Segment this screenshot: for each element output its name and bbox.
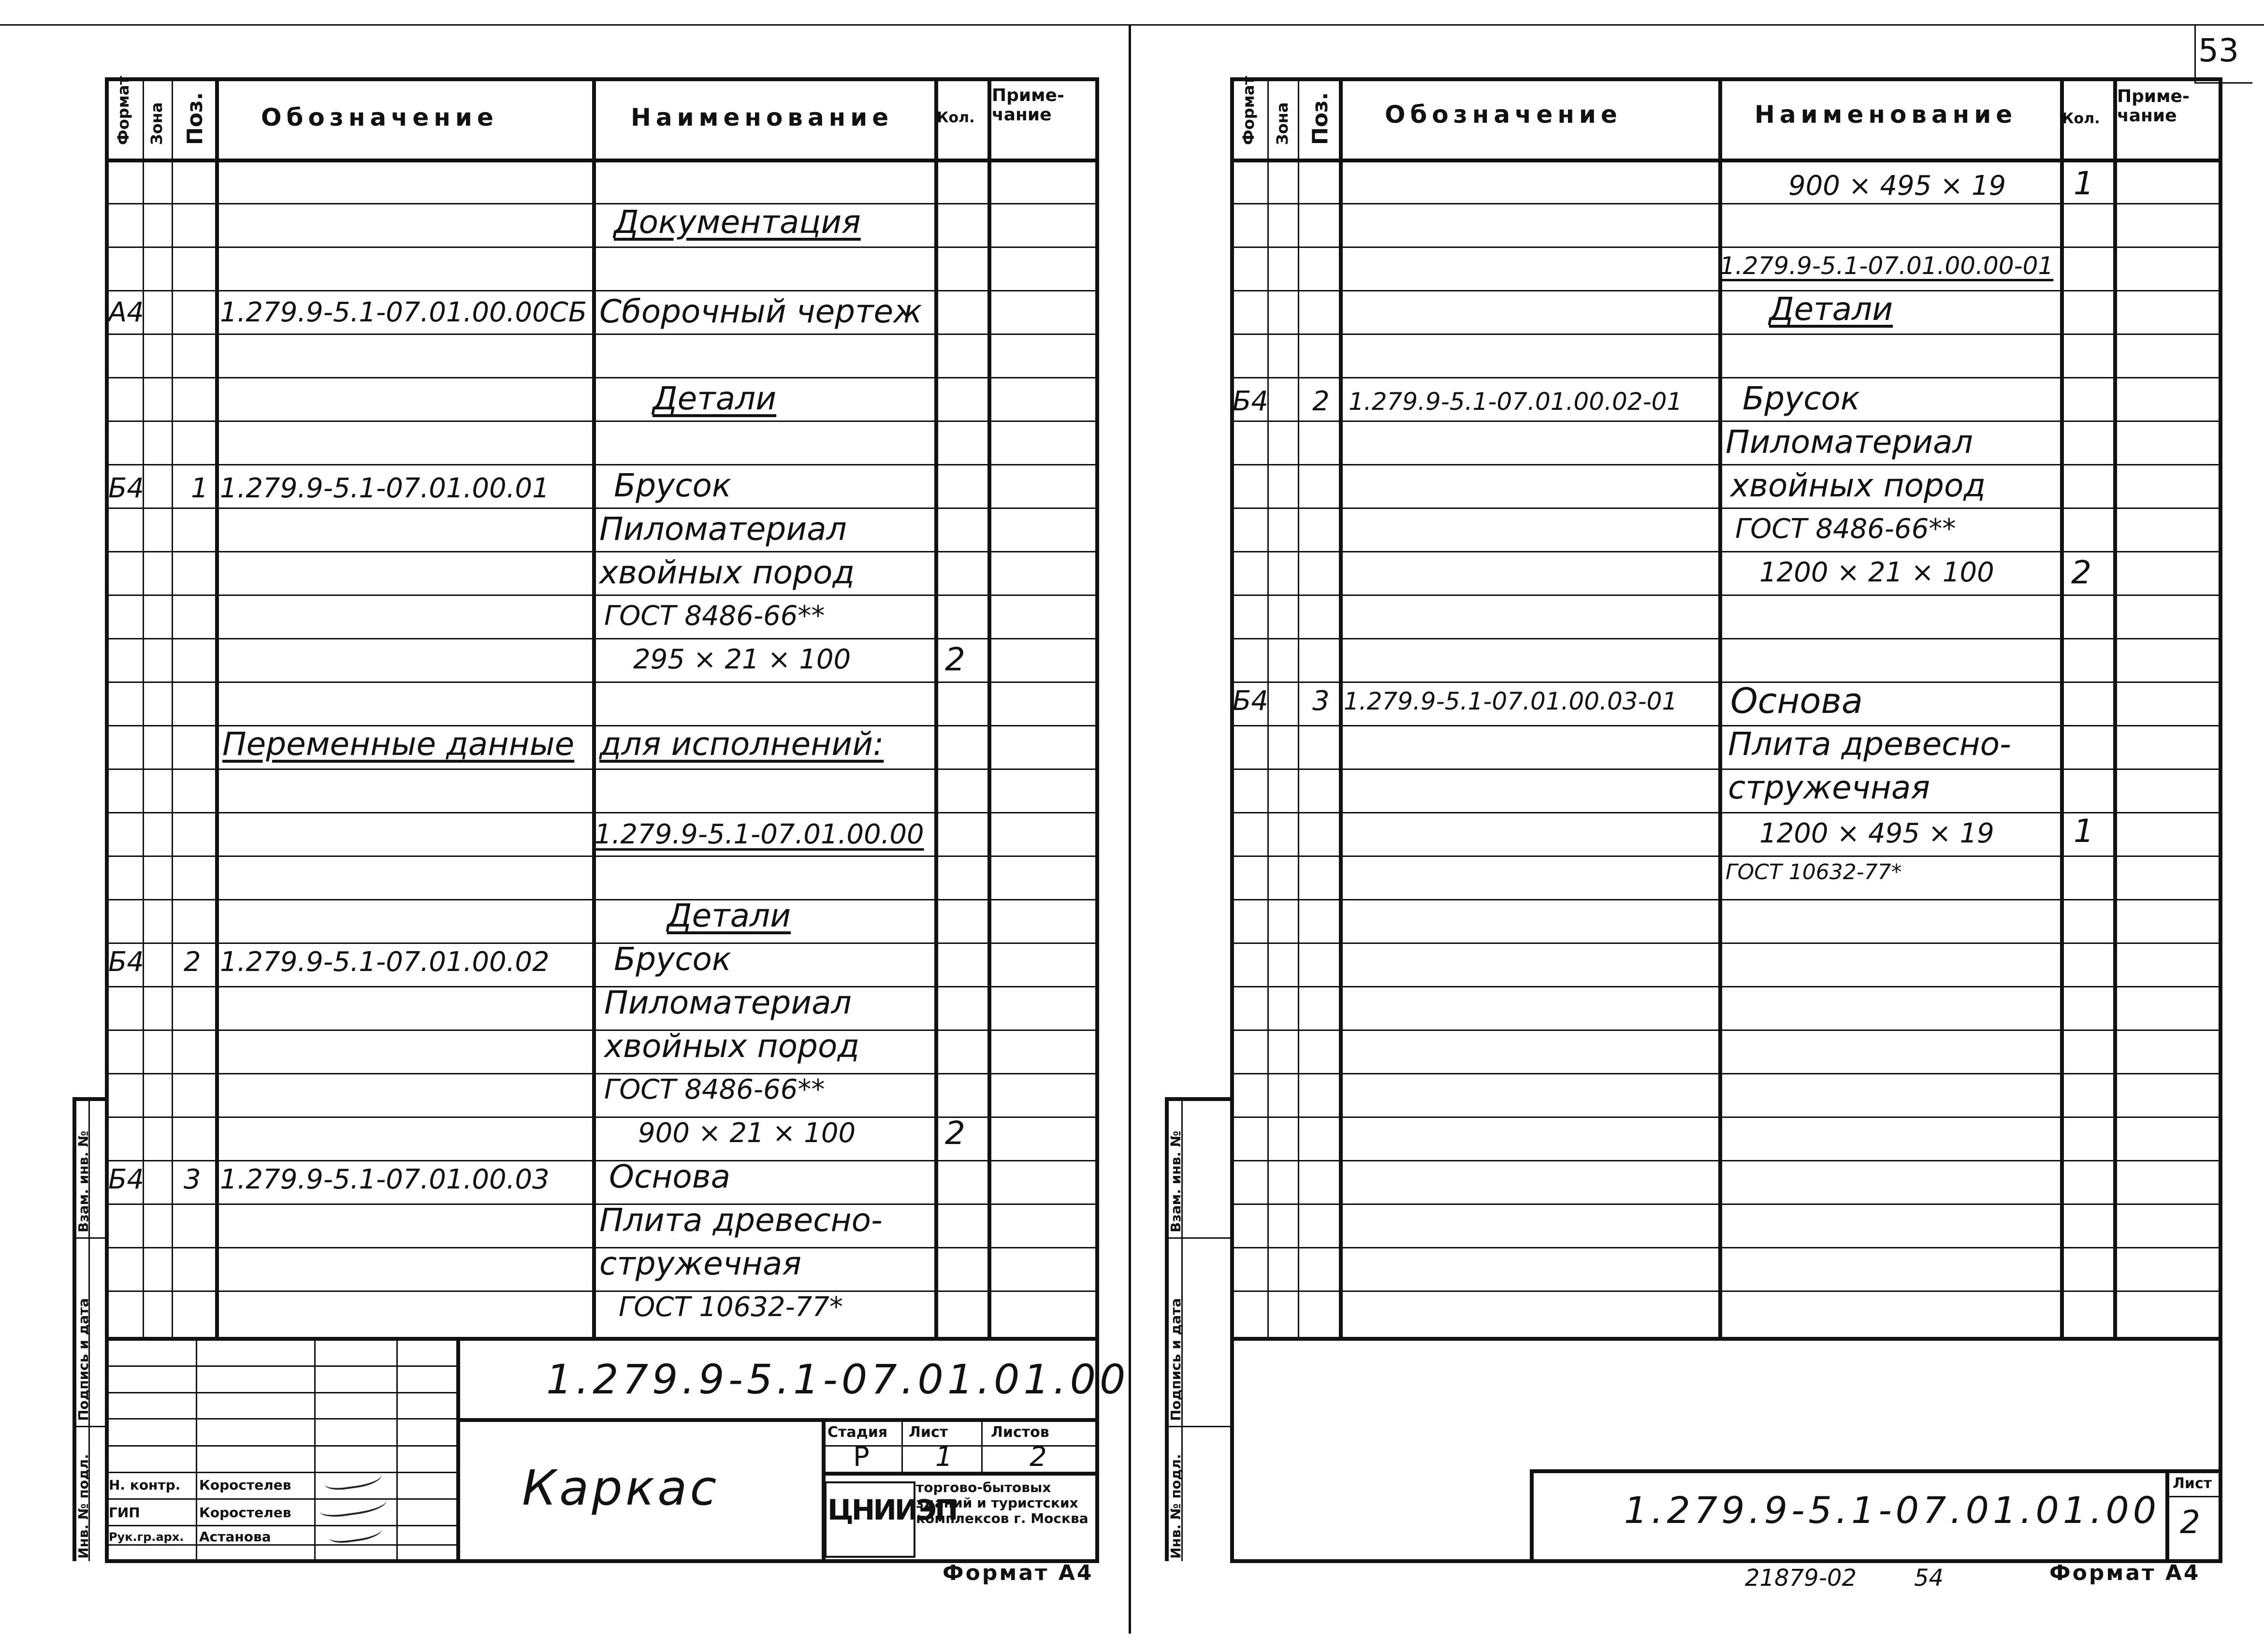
p1-gost: ГОСТ 8486-66** bbox=[604, 600, 825, 632]
p3-name: Основа bbox=[609, 1158, 731, 1195]
p2-qty: 2 bbox=[945, 1115, 965, 1152]
p1-name: Брусок bbox=[614, 467, 731, 504]
tb-sheets: 2 bbox=[1030, 1441, 1047, 1473]
row-line bbox=[105, 812, 1099, 813]
r-p3-pos: 3 bbox=[1312, 685, 1330, 717]
r-p2-format: Б4 bbox=[1233, 386, 1269, 417]
row-line bbox=[1230, 507, 2222, 509]
row-line bbox=[1230, 464, 2222, 465]
tb-doc-number: 1.279.9-5.1-07.01.01.00 bbox=[546, 1356, 1130, 1403]
row-line bbox=[105, 333, 1099, 335]
row-line bbox=[1230, 986, 2222, 987]
variant-designation: 1.279.9-5.1-07.01.00.00 bbox=[595, 819, 924, 850]
row-line bbox=[105, 420, 1099, 422]
row-line bbox=[1230, 1029, 2222, 1031]
right-col-line bbox=[1339, 77, 1343, 1339]
right-side-stamp-top bbox=[1165, 1097, 1230, 1101]
row-line bbox=[1230, 1160, 2222, 1161]
left-header-bottom bbox=[105, 159, 1099, 162]
doc-section: Документация bbox=[614, 203, 861, 241]
left-col-line bbox=[172, 77, 173, 1339]
r-details-heading: Детали bbox=[1769, 290, 1893, 328]
row-line bbox=[1230, 899, 2222, 900]
header-note: Приме- чание bbox=[992, 86, 1064, 125]
row-line bbox=[105, 551, 1099, 552]
left-col-line bbox=[592, 77, 596, 1339]
right-tb-sheet-line bbox=[2165, 1469, 2169, 1559]
r-p3-format: Б4 bbox=[1233, 685, 1269, 717]
tb-title: Каркас bbox=[522, 1460, 720, 1516]
row-line bbox=[1230, 1116, 2222, 1118]
side-label-inv: Инв. № подл. bbox=[75, 1454, 91, 1559]
row-line bbox=[105, 464, 1099, 465]
p2-mat1: Пиломатериал bbox=[604, 984, 852, 1021]
tb-role-1: Н. контр. bbox=[109, 1477, 181, 1493]
signature-2 bbox=[318, 1489, 388, 1519]
right-tb-doc-number: 1.279.9-5.1-07.01.01.00 bbox=[1624, 1489, 2161, 1532]
header-designation: Обозначение bbox=[1385, 101, 1622, 129]
tb-grid bbox=[105, 1365, 456, 1367]
row-line bbox=[105, 594, 1099, 596]
right-col-line bbox=[1298, 77, 1299, 1339]
row-line bbox=[1230, 725, 2222, 726]
p2-pos: 2 bbox=[184, 946, 201, 978]
top-rule bbox=[0, 24, 2264, 26]
r-p2-size: 1200 × 21 × 100 bbox=[1759, 557, 1994, 588]
footer-page: 54 bbox=[1914, 1565, 1944, 1592]
row-line bbox=[105, 1029, 1099, 1031]
r-p2-mat2: хвойных пород bbox=[1730, 467, 1986, 504]
tb-sheet-label: Лист bbox=[909, 1424, 948, 1441]
tb-name-3: Астанова bbox=[199, 1529, 271, 1545]
row-line bbox=[105, 1073, 1099, 1074]
table-bottom bbox=[105, 1337, 1099, 1341]
p1-format: Б4 bbox=[108, 473, 145, 504]
p2-mat2: хвойных пород bbox=[604, 1028, 859, 1065]
tb-sheets-label: Листов bbox=[991, 1424, 1049, 1441]
header-zone: Зона bbox=[147, 102, 166, 145]
row-line bbox=[105, 681, 1099, 683]
p1-designation: 1.279.9-5.1-07.01.00.01 bbox=[220, 473, 550, 504]
r-p3-qty: 1 bbox=[2074, 812, 2094, 850]
r-p2-name: Брусок bbox=[1742, 380, 1860, 417]
r-p2-pos: 2 bbox=[1312, 386, 1330, 417]
signature-1 bbox=[323, 1463, 383, 1492]
tb-sheet: 1 bbox=[935, 1441, 953, 1473]
p3-pos: 3 bbox=[184, 1164, 201, 1195]
tb-stage: Р bbox=[853, 1441, 870, 1473]
r-p3-gost: ГОСТ 10632-77* bbox=[1726, 860, 1902, 884]
details-heading-1: Детали bbox=[653, 380, 777, 417]
left-col-line bbox=[934, 77, 938, 1339]
r-p3-designation: 1.279.9-5.1-07.01.00.03-01 bbox=[1344, 687, 1678, 715]
left-side-stamp-top bbox=[73, 1097, 106, 1101]
p2-gost: ГОСТ 8486-66** bbox=[604, 1074, 825, 1105]
row-line bbox=[1230, 420, 2222, 422]
p2-size: 900 × 21 × 100 bbox=[638, 1117, 856, 1149]
r-variant: 1.279.9-5.1-07.01.00.00-01 bbox=[1720, 252, 2054, 280]
tb-grid bbox=[105, 1445, 456, 1447]
page-number-box-line bbox=[2194, 24, 2196, 82]
p3-format: Б4 bbox=[108, 1164, 145, 1195]
p3-mat2: стружечная bbox=[599, 1245, 802, 1282]
row-line bbox=[105, 1160, 1099, 1161]
side-label-sign: Подпись и дата bbox=[75, 1298, 91, 1421]
r-size0: 900 × 495 × 19 bbox=[1788, 170, 2006, 202]
right-border-top bbox=[1230, 77, 2222, 81]
tb-line bbox=[456, 1337, 460, 1559]
header-zone: Зона bbox=[1273, 102, 1292, 145]
row-line bbox=[105, 1290, 1099, 1292]
header-name: Наименование bbox=[631, 103, 894, 131]
row-line bbox=[1230, 1247, 2222, 1248]
tb-grid bbox=[105, 1392, 456, 1393]
header-note: Приме- чание bbox=[2117, 87, 2190, 126]
header-format: Формат bbox=[1239, 76, 1258, 145]
row-line bbox=[1230, 1203, 2222, 1205]
page-number: 53 bbox=[2198, 32, 2239, 69]
right-col-line bbox=[2113, 77, 2117, 1339]
r-p2-gost: ГОСТ 8486-66** bbox=[1735, 513, 1956, 545]
p1-mat1: Пиломатериал bbox=[599, 510, 847, 548]
row-line bbox=[105, 768, 1099, 770]
row-line bbox=[1230, 290, 2222, 291]
header-designation: Обозначение bbox=[261, 103, 498, 131]
r-p3-mat1: Плита древесно- bbox=[1728, 725, 2011, 763]
r-p2-qty: 2 bbox=[2071, 554, 2091, 591]
header-qty: Кол. bbox=[937, 109, 975, 126]
side-label-sign: Подпись и дата bbox=[1168, 1298, 1184, 1421]
tb-role-3: Рук.гр.арх. bbox=[109, 1530, 184, 1544]
tb-stage-label: Стадия bbox=[827, 1424, 888, 1441]
tb-grid bbox=[105, 1472, 456, 1473]
tb-line bbox=[981, 1418, 983, 1472]
header-qty: Кол. bbox=[2062, 110, 2100, 127]
left-col-line bbox=[215, 77, 219, 1339]
header-pos: Поз. bbox=[1308, 92, 1333, 145]
table-bottom bbox=[1230, 1337, 2222, 1341]
side-stamp-line bbox=[1165, 1426, 1230, 1427]
right-header-bottom bbox=[1230, 159, 2222, 162]
row-line bbox=[1230, 246, 2222, 248]
header-name: Наименование bbox=[1755, 101, 2017, 129]
p2-format: Б4 bbox=[108, 946, 145, 978]
tb-grid bbox=[105, 1418, 456, 1420]
row-line bbox=[1230, 1290, 2222, 1292]
r-p3-mat2: стружечная bbox=[1728, 769, 1930, 806]
tb-name-2: Коростелев bbox=[199, 1505, 291, 1521]
row-line bbox=[1230, 681, 2222, 683]
side-stamp-line bbox=[73, 1237, 106, 1239]
row-line bbox=[105, 377, 1099, 378]
side-label-replace: Взам. инв. № bbox=[1168, 1130, 1184, 1232]
right-tb-sheet-line-h bbox=[2165, 1496, 2219, 1497]
side-label-inv: Инв. № подл. bbox=[1168, 1454, 1184, 1559]
row-line bbox=[1230, 551, 2222, 552]
right-tb-sheet: 2 bbox=[2180, 1504, 2200, 1541]
r-p3-name: Основа bbox=[1730, 681, 1863, 721]
tb-line bbox=[901, 1418, 903, 1472]
org-text: торгово-бытовых зданий и туристских комплексов г. Москва bbox=[916, 1479, 1088, 1526]
tb-grid bbox=[105, 1498, 456, 1500]
p1-size: 295 × 21 × 100 bbox=[633, 644, 851, 675]
row-line bbox=[1230, 1073, 2222, 1074]
p3-mat1: Плита древесно- bbox=[599, 1202, 883, 1239]
p3-gost: ГОСТ 10632-77* bbox=[619, 1291, 843, 1323]
r-qty0: 1 bbox=[2074, 165, 2094, 202]
row-line bbox=[1230, 377, 2222, 378]
footer-number: 21879-02 bbox=[1745, 1565, 1857, 1592]
row-line bbox=[105, 942, 1099, 944]
row-line bbox=[105, 986, 1099, 987]
left-border-top bbox=[105, 77, 1099, 81]
row-line bbox=[1230, 333, 2222, 335]
variable-data-left: Переменные данные bbox=[222, 725, 575, 763]
row-line bbox=[105, 899, 1099, 900]
right-col-line bbox=[2060, 77, 2064, 1339]
row-line bbox=[105, 855, 1099, 857]
right-tb-sheet-label: Лист bbox=[2173, 1475, 2212, 1492]
left-col-line bbox=[987, 77, 991, 1339]
tb-line bbox=[456, 1418, 1099, 1422]
signature-3 bbox=[328, 1519, 383, 1545]
row-line bbox=[1230, 594, 2222, 596]
tb-grid bbox=[105, 1525, 456, 1526]
p2-designation: 1.279.9-5.1-07.01.00.02 bbox=[220, 946, 550, 978]
row-line bbox=[105, 246, 1099, 248]
p1-mat2: хвойных пород bbox=[599, 554, 855, 591]
details-heading-2: Детали bbox=[667, 897, 791, 934]
row-line bbox=[1230, 203, 2222, 204]
row-line bbox=[1230, 768, 2222, 770]
left-format-label: Формат А4 bbox=[943, 1561, 1094, 1585]
side-label-replace: Взам. инв. № bbox=[75, 1130, 91, 1232]
header-pos: Поз. bbox=[183, 92, 207, 145]
asm-designation: 1.279.9-5.1-07.01.00.00СБ bbox=[220, 297, 587, 328]
org-logo: ЦНИИЭП bbox=[827, 1493, 957, 1526]
row-line bbox=[105, 638, 1099, 639]
r-p2-designation: 1.279.9-5.1-07.01.00.02-01 bbox=[1349, 388, 1683, 416]
row-line bbox=[105, 203, 1099, 204]
variable-data-right: для исполнений: bbox=[599, 725, 884, 763]
p1-qty: 2 bbox=[945, 641, 965, 678]
asm-name: Сборочный чертеж bbox=[599, 293, 922, 330]
p2-name: Брусок bbox=[614, 941, 731, 978]
tb-name-1: Коростелев bbox=[199, 1477, 291, 1493]
right-format-label: Формат А4 bbox=[2049, 1561, 2201, 1585]
asm-format: А4 bbox=[108, 297, 144, 328]
row-line bbox=[105, 507, 1099, 509]
r-p2-mat1: Пиломатериал bbox=[1726, 423, 1973, 461]
side-stamp-line bbox=[73, 1426, 106, 1427]
left-col-line bbox=[143, 77, 144, 1339]
page-number-box-bottom bbox=[2194, 82, 2252, 84]
header-format: Формат bbox=[114, 76, 132, 145]
side-stamp-line bbox=[1165, 1237, 1230, 1239]
p3-designation: 1.279.9-5.1-07.01.00.03 bbox=[220, 1164, 550, 1195]
p1-pos: 1 bbox=[191, 473, 208, 504]
r-p3-size: 1200 × 495 × 19 bbox=[1759, 818, 1994, 849]
row-line bbox=[1230, 638, 2222, 639]
row-line bbox=[1230, 942, 2222, 944]
row-line bbox=[105, 290, 1099, 291]
tb-role-2: ГИП bbox=[109, 1505, 140, 1521]
